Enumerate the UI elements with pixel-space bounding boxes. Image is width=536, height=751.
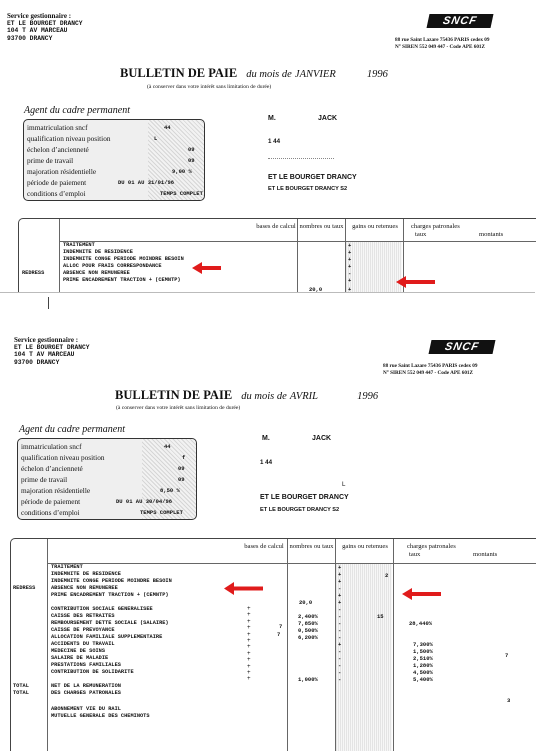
info-label: immatriculation sncf (27, 123, 88, 132)
info-value: 09 (178, 465, 185, 472)
plus-mark: - (338, 620, 342, 627)
info-label: conditions d’emploi (21, 508, 80, 517)
info-value: TEMPS COMPLET (140, 509, 183, 516)
info-value: 44 (164, 124, 171, 131)
gains-shading (346, 242, 402, 299)
info-label: immatriculation sncf (21, 442, 82, 451)
table-row: INDEMNITE CONGE PERIODE MOINDRE BESOIN (63, 256, 184, 262)
service-heading: Service gestionnaire : (14, 336, 79, 344)
pay-table (18, 218, 536, 299)
title-prefix: BULLETIN DE PAIE (115, 388, 233, 402)
cross-mark: + (247, 675, 251, 683)
info-label: prime de travail (21, 475, 68, 484)
header-bases: bases de calcul (256, 223, 296, 230)
total-row: DES CHARGES PATRONALES (51, 690, 121, 696)
payslip-april (0, 293, 536, 750)
plus-mark: + (348, 286, 352, 293)
table-row: PRIME ENCADREMENT TRACTION + (CEMNTP) (51, 592, 169, 598)
plus-mark: - (338, 655, 342, 662)
side-label: TOTAL (13, 690, 29, 696)
info-value: 09 (178, 476, 185, 483)
title-middle: du mois de (246, 69, 292, 80)
title-year: 1996 (357, 391, 379, 402)
plus-mark: + (338, 564, 342, 571)
cross-mark: + (247, 643, 251, 651)
pay-table (10, 538, 536, 751)
employee-name-prefix: M. (262, 435, 270, 442)
employee-name: JACK (318, 115, 338, 122)
base-mark: 7 (277, 631, 281, 638)
rate-value: 7,850% (298, 620, 318, 627)
plus-mark: - (348, 270, 352, 277)
address-line: N° SIREN 552 049 447 - Code APE 601Z (383, 370, 473, 376)
info-label: échelon d’ancienneté (27, 145, 89, 154)
table-row: ABSENCE NON REMUNEREE (63, 270, 130, 276)
red-arrow-icon (394, 276, 436, 288)
table-row: REMBOURSEMENT DETTE SOCIALE (SALAIRE) (51, 620, 169, 626)
info-label: qualification niveau position (21, 453, 105, 462)
title-month: AVRIL (289, 391, 318, 402)
header-taux: taux (409, 551, 421, 558)
header-gains: gains ou retenues (352, 223, 398, 230)
gain-mark: 15 (377, 613, 384, 620)
employee-number: 1 44 (268, 138, 281, 145)
info-shading (142, 439, 196, 519)
title-prefix: BULLETIN DE PAIE (120, 66, 238, 80)
title-middle: du mois de (241, 391, 287, 402)
cross-mark: + (247, 605, 251, 612)
cross-mark: + (247, 611, 251, 619)
cross-mark: + (247, 624, 251, 632)
info-value: 8,50 % (160, 487, 180, 494)
employer-rate: 1,280% (413, 662, 433, 669)
base-mark: 7 (279, 623, 283, 630)
info-value: DU 01 AU 30/04/96 (116, 498, 173, 505)
plus-mark: + (348, 256, 352, 263)
table-row: ABSENCE NON REMUNEREE (51, 585, 118, 591)
redacted-line (268, 158, 334, 159)
agent-heading: Agent du cadre permanent (24, 105, 130, 116)
table-row: CONTRIBUTION SOCIALE GENERALISEE (51, 606, 153, 612)
cross-mark: + (247, 669, 251, 676)
table-row: TRAITEMENT (63, 242, 95, 248)
page-title (120, 66, 388, 81)
info-label: majoration résidentielle (27, 167, 97, 176)
info-label: conditions d’emploi (27, 189, 86, 198)
info-value: f (182, 454, 186, 461)
table-row: PRESTATIONS FAMILIALES (51, 662, 121, 668)
employer-mark: 7 (505, 652, 509, 659)
header-charges: charges patronales (411, 223, 460, 230)
table-row: CAISSE DES RETRAITES (51, 613, 115, 619)
side-label: TOTAL (13, 683, 29, 689)
table-row: ALLOC POUR FRAIS CORRESPONDANCE (63, 263, 162, 269)
payslip-january (0, 0, 536, 300)
rate-value: 20,0 (309, 286, 323, 293)
cross-mark: + (247, 617, 251, 625)
rate-value: 20,0 (299, 599, 313, 606)
service-block (7, 13, 83, 42)
plus-mark: - (338, 648, 342, 655)
plus-mark: - (338, 627, 342, 634)
employee-info-box (17, 438, 197, 520)
footer-row: MUTUELLE GENERALE DES CHEMINOTS (51, 713, 150, 719)
gains-shading (336, 564, 392, 751)
info-value: 09 (188, 146, 195, 153)
info-label: qualification niveau position (27, 134, 111, 143)
info-value: 09 (188, 157, 195, 164)
red-arrow-icon (400, 588, 442, 600)
gain-mark: 2 (385, 572, 389, 579)
employer-rate: 1,500% (413, 648, 433, 655)
employee-number-suffix: L (342, 481, 346, 488)
total-row: NET DE LA REMUNERATION (51, 683, 121, 689)
cross-mark: + (247, 649, 251, 657)
establishment-sub: ET LE BOURGET DRANCY S2 (260, 507, 340, 513)
employee-name-prefix: M. (268, 115, 276, 122)
company-address (383, 363, 477, 377)
info-label: période de paiement (27, 178, 87, 187)
header-bases: bases de calcul (244, 543, 284, 550)
info-value: 9,00 % (172, 168, 192, 175)
header-montants: montants (473, 551, 498, 558)
table-row: MEDECINE DE SOINS (51, 648, 106, 654)
title-month: JANVIER (294, 69, 336, 80)
info-label: période de paiement (21, 497, 81, 506)
employee-number: 1 44 (260, 459, 273, 466)
address-line: 88 rue Saint Lazare 75436 PARIS cedex 09 (383, 363, 478, 369)
header-charges: charges patronales (407, 543, 456, 550)
table-row: SALAIRE DE MALADIE (51, 655, 109, 661)
plus-mark: + (348, 263, 352, 270)
page-title (115, 388, 378, 403)
cross-mark: + (247, 656, 251, 664)
plus-mark: - (338, 613, 342, 620)
agent-heading: Agent du cadre permanent (19, 424, 125, 435)
table-row: PRIME ENCADREMENT TRACTION + (CEMNTP) (63, 277, 181, 283)
establishment: ET LE BOURGET DRANCY (260, 494, 349, 501)
side-label: REDRESS (13, 585, 36, 591)
info-label: échelon d’ancienneté (21, 464, 83, 473)
plus-mark: + (348, 277, 352, 284)
plus-mark: + (338, 592, 342, 599)
table-row: INDEMNITE DE RESIDENCE (63, 249, 133, 255)
margin-mark (48, 297, 49, 309)
info-value: L (154, 135, 158, 142)
employer-rate: 28,440% (409, 620, 433, 627)
header-taux: taux (415, 231, 427, 238)
info-label: prime de travail (27, 156, 74, 165)
company-address (395, 37, 489, 51)
service-line: ET LE BOURGET DRANCY (14, 344, 90, 352)
rate-value: 0,500% (298, 627, 318, 634)
table-row: ALLOCATION FAMILIALE SUPPLEMENTAIRE (51, 634, 163, 640)
employer-rate: 5,400% (413, 676, 433, 683)
info-value: TEMPS COMPLET (160, 190, 203, 197)
employee-name: JACK (312, 435, 332, 442)
table-row: CONTRIBUTION DE SOLIDARITE (51, 669, 134, 675)
plus-mark: + (338, 641, 342, 648)
rate-value: 6,200% (298, 634, 318, 641)
plus-mark: + (338, 571, 342, 578)
footer-row: ABONNEMENT VIE DU RAIL (51, 706, 121, 712)
service-line: 104 T AV MARCEAU (14, 351, 75, 359)
header-nombres: nombres ou taux (289, 543, 334, 550)
table-row: CAISSE DE PREVOYANCE (51, 627, 115, 633)
header-montants: montants (479, 231, 504, 238)
plus-mark: - (338, 634, 342, 641)
rate-value: 1,000% (298, 676, 318, 683)
service-block (14, 337, 90, 366)
title-year: 1996 (366, 69, 388, 80)
page-subtitle: (à conserver dans votre intérêt sans limitation de durée) (147, 84, 272, 90)
header-nombres: nombres ou taux (299, 223, 344, 230)
cross-mark: + (247, 637, 251, 644)
employer-rate: 7,300% (413, 641, 433, 648)
sncf-logo: SNCF (429, 340, 496, 354)
red-arrow-icon (190, 262, 222, 274)
service-line: 104 T AV MARCEAU (7, 27, 68, 35)
employer-rate: 4,500% (413, 669, 433, 676)
plus-mark: + (348, 242, 352, 249)
employer-rate: 2,510% (413, 655, 433, 662)
table-row: INDEMNITE CONGE PERIODE MOINDRE BESOIN (51, 578, 172, 584)
cross-mark: + (247, 662, 251, 670)
plus-mark: + (338, 599, 342, 606)
service-heading: Service gestionnaire : (7, 12, 72, 20)
service-line: ET LE BOURGET DRANCY (7, 20, 83, 28)
plus-mark: + (348, 249, 352, 256)
rate-value: 2,400% (298, 613, 318, 620)
table-row: INDEMNITE DE RESIDENCE (51, 571, 121, 577)
establishment: ET LE BOURGET DRANCY (268, 174, 357, 181)
info-label: majoration résidentielle (21, 486, 91, 495)
address-line: N° SIREN 552 049 447 - Code APE 601Z (395, 44, 485, 50)
table-row: ACCIDENTS DU TRAVAIL (51, 641, 115, 647)
page-subtitle: (à conserver dans votre intérêt sans limitation de durée) (116, 405, 241, 411)
plus-mark: - (338, 662, 342, 669)
red-arrow-icon (222, 582, 264, 595)
info-shading (148, 120, 204, 200)
cross-mark: + (247, 630, 251, 638)
info-value: DU 01 AU 31/01/96 (118, 179, 175, 186)
plus-mark: - (338, 606, 342, 613)
service-line: 93700 DRANCY (7, 34, 53, 42)
plus-mark: - (338, 676, 342, 683)
establishment-sub: ET LE BOURGET DRANCY S2 (268, 186, 348, 192)
table-row: TRAITEMENT (51, 564, 83, 570)
plus-mark: - (338, 585, 342, 592)
sncf-logo: SNCF (427, 14, 494, 28)
info-value: 44 (164, 443, 171, 450)
side-label: REDRESS (22, 270, 45, 276)
header-gains: gains ou retenues (342, 543, 388, 550)
employer-mark: 3 (507, 697, 511, 704)
employee-info-box (23, 119, 205, 201)
address-line: 88 rue Saint Lazare 75436 PARIS cedex 09 (395, 37, 490, 43)
plus-mark: + (338, 578, 342, 585)
service-line: 93700 DRANCY (14, 358, 60, 366)
plus-mark: - (338, 669, 342, 676)
